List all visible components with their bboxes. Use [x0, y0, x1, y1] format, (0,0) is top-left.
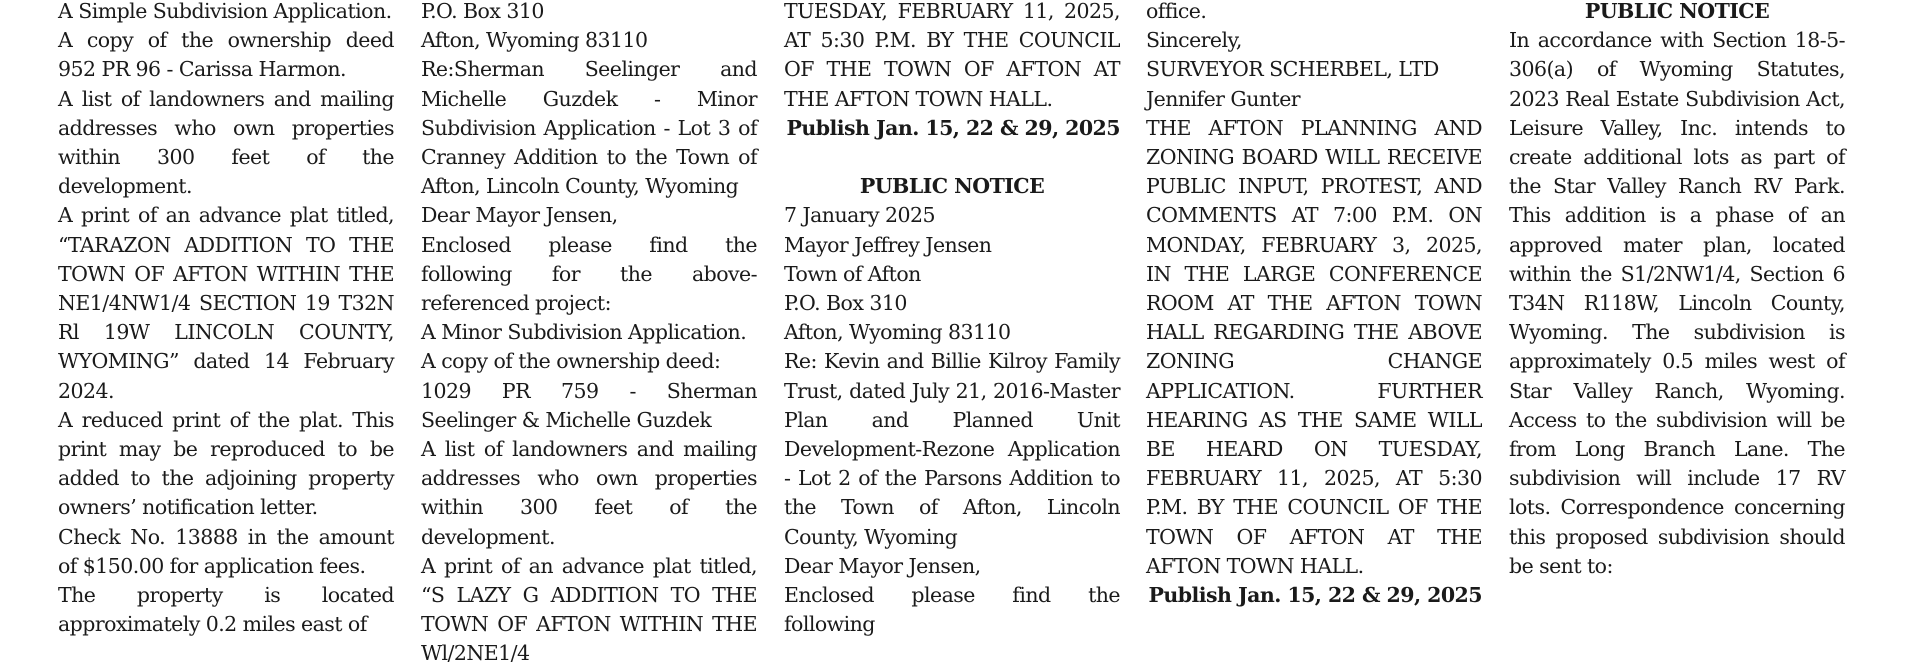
publish-line: Publish Jan. 15, 22 & 29, 2025 [786, 115, 1120, 140]
paragraph: office. [1146, 0, 1207, 23]
column-1 [58, 0, 394, 639]
paragraph: 1029 PR 759 - Sherman Seelinger & Michelle Guzdek [421, 378, 757, 432]
closing: Sincerely, [1146, 28, 1242, 53]
re-line: Re:Sherman Seelinger and Michelle Guzdek - Minor Subdivision Application - Lot 3 of Cranney Addition to the Town of Afton, Lincoln County, Wyoming [421, 57, 757, 199]
column-4 [1146, 0, 1482, 610]
firm-name: SURVEYOR SCHERBEL, LTD [1146, 57, 1439, 82]
spacer [784, 143, 1120, 172]
paragraph: Check No. 13888 in the amount of $150.00 for application fees. [58, 524, 394, 578]
paragraph: Enclosed please find the following [784, 583, 1120, 637]
salutation: Dear Mayor Jensen, [784, 553, 981, 578]
paragraph: A copy of the ownership deed: [421, 349, 721, 374]
address-line: Afton, Wyoming 83110 [421, 28, 648, 53]
paragraph: The property is located approximately 0.2 miles east of [58, 583, 394, 637]
address-line: P.O. Box 310 [784, 291, 907, 316]
paragraph: A list of landowners and mailing addresses who own properties within 300 feet of the development. [421, 437, 757, 549]
address-line: P.O. Box 310 [421, 0, 544, 23]
paragraph: A print of an advance plat titled, “S LAZY G ADDITION TO THE TOWN OF AFTON WITHIN THE Wl/2NE1/4 [421, 553, 757, 666]
notice-title: PUBLIC NOTICE [1584, 0, 1770, 23]
paragraph: A reduced print of the plat. This print may be reproduced to be added to the adjoining property owners’ notification letter. [58, 407, 394, 520]
paragraph: Enclosed please find the following for the above-referenced project: [421, 232, 757, 316]
date-line: 7 January 2025 [784, 203, 935, 228]
paragraph: A Minor Subdivision Application. [421, 320, 747, 345]
notice-body: In accordance with Section 18-5-306(a) of Wyoming Statutes, 2023 Real Estate Subdivision Act, Leisure Valley, Inc. intends to create additional lots as part of the Star Valley Ranch RV Park. This addition is a phase of an approved mater plan, located within the S1/2NW1/4, Section 6 T34N R118W, Lincoln County, Wyoming. The subdivision is approximately 0.5 miles west of Star Valley Ranch, Wyoming. Access to the subdivision will be from Long Branch Lane. The subdivision will include 17 RV lots. Correspondence concerning this proposed subdivision should be sent to: [1509, 28, 1845, 578]
paragraph: A Simple Subdivision Application. [58, 0, 392, 23]
column-5 [1509, 0, 1845, 581]
notice-title: PUBLIC NOTICE [859, 174, 1045, 199]
paragraph: A list of landowners and mailing addresses who own properties within 300 feet of the development. [58, 86, 394, 199]
publish-line: Publish Jan. 15, 22 & 29, 2025 [1148, 583, 1482, 608]
salutation: Dear Mayor Jensen, [421, 203, 618, 228]
paragraph: A print of an advance plat titled, “TARAZON ADDITION TO THE TOWN OF AFTON WITHIN THE NE1/4NW1/4 SECTION 19 T32N Rl 19W LINCOLN COUNTY, WYOMING” dated 14 February 2024. [58, 203, 394, 403]
column-2 [421, 0, 757, 669]
hearing-text: TUESDAY, FEBRUARY 11, 2025, AT 5:30 P.M. BY THE COUNCIL OF THE TOWN OF AFTON AT THE AFTON TOWN HALL. [784, 0, 1120, 111]
signatory: Jennifer Gunter [1146, 86, 1301, 111]
address-line: Afton, Wyoming 83110 [784, 320, 1011, 345]
address-line: Town of Afton [784, 261, 921, 286]
re-line: Re: Kevin and Billie Kilroy Family Trust, dated July 21, 2016-Master Plan and Planned Unit Development-Rezone Application - Lot 2 of the Parsons Addition to the Town of Afton, Lincoln County, Wyoming [784, 349, 1120, 549]
column-3 [784, 0, 1120, 639]
hearing-text: THE AFTON PLANNING AND ZONING BOARD WILL RECEIVE PUBLIC INPUT, PROTEST, AND COMMENTS AT 7:00 P.M. ON MONDAY, FEBRUARY 3, 2025, IN THE LARGE CONFERENCE ROOM AT THE AFTON TOWN HALL REGARDING THE ABOVE ZONING CHANGE APPLICATION. FURTHER HEARING AS THE SAME WILL BE HEARD ON TUESDAY, FEBRUARY 11, 2025, AT 5:30 P.M. BY THE COUNCIL OF THE TOWN OF AFTON AT THE AFTON TOWN HALL. [1146, 115, 1482, 578]
paragraph: A copy of the ownership deed 952 PR 96 - Carissa Harmon. [58, 28, 394, 82]
address-line: Mayor Jeffrey Jensen [784, 232, 992, 257]
